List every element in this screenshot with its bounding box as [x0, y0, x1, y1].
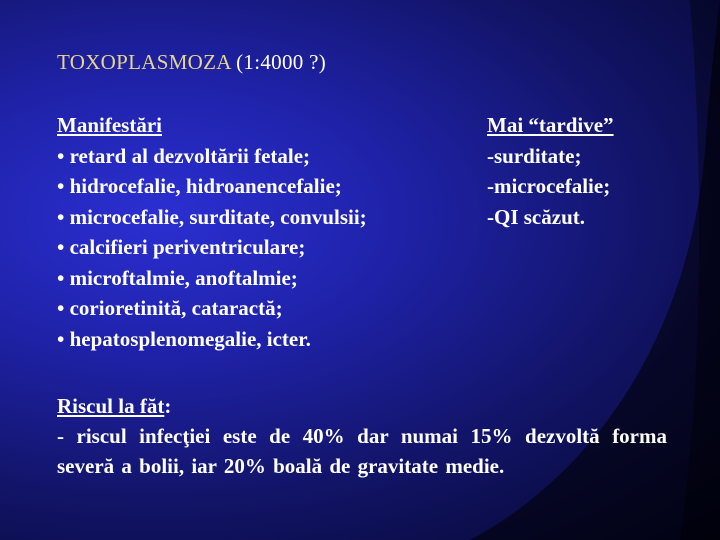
fetal-risk-section: [57, 391, 667, 481]
manifestations-column: [57, 110, 367, 354]
risk-heading: Riscul la făt: [57, 394, 165, 418]
late-item: -QI scăzut.: [487, 204, 585, 229]
manifestation-item: • corioretinită, cataractă;: [57, 296, 283, 320]
manifestations-heading: Manifestări: [57, 113, 162, 137]
slide-title: [57, 50, 326, 75]
risk-text: - riscul infecţiei este de 40% dar numai 15% dezvoltă forma severă a bolii, iar 20% boală de gravitate medie.: [57, 424, 667, 478]
manifestation-item: • retard al dezvoltării fetale;: [57, 143, 311, 168]
risk-heading-colon: :: [164, 394, 172, 418]
title-main: TOXOPLASMOZA: [57, 50, 231, 74]
late-manifestations-column: [487, 110, 614, 232]
manifestation-item: • hepatosplenomegalie, icter.: [57, 326, 311, 351]
title-ratio: (1:4000 ?): [236, 50, 327, 74]
manifestation-item: • hidrocefalie, hidroanencefalie;: [57, 174, 342, 198]
late-heading: Mai “tardive”: [487, 113, 614, 137]
late-item: -surditate;: [487, 143, 582, 168]
late-item: -microcefalie;: [487, 174, 611, 198]
risk-heading-line: [57, 391, 667, 421]
manifestation-item: • microcefalie, surditate, convulsii;: [57, 204, 367, 229]
manifestation-item: • calcifieri periventriculare;: [57, 235, 306, 259]
manifestation-item: • microftalmie, anoftalmie;: [57, 265, 298, 290]
